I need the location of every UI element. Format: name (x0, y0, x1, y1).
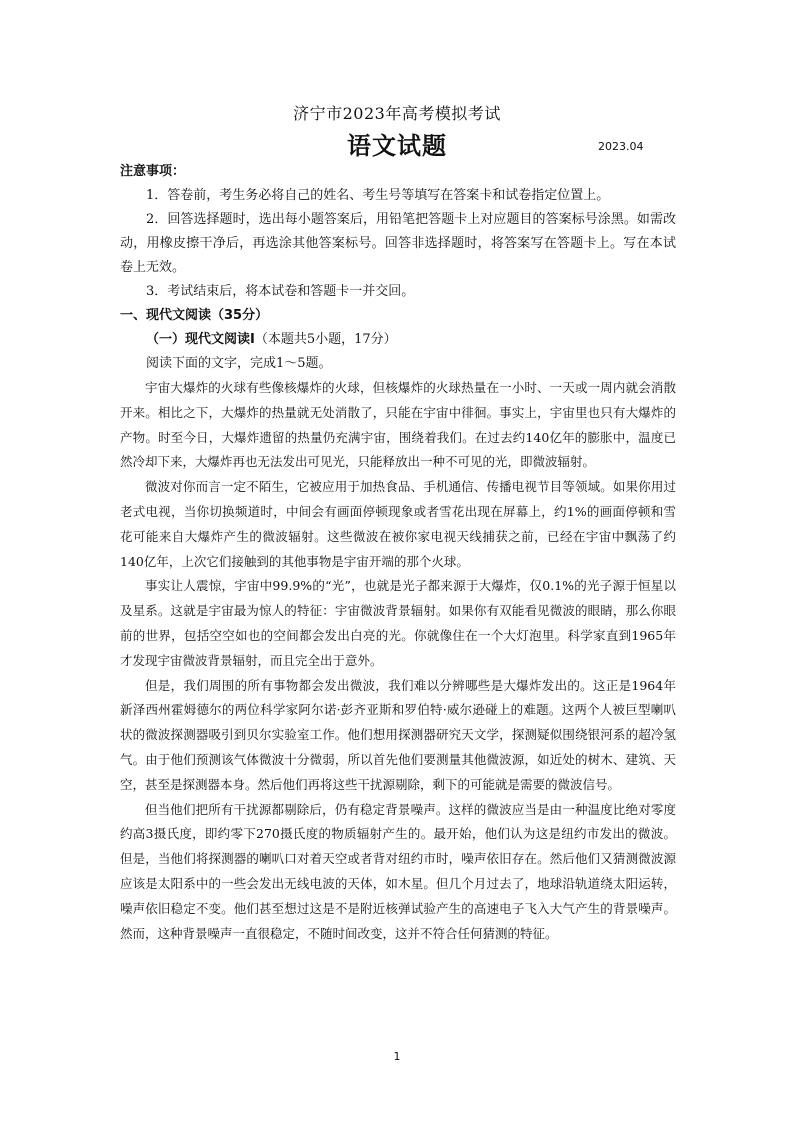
exam-content (120, 160, 676, 946)
passage-paragraph-5: 但当他们把所有干扰源都剔除后，仍有稳定背景噪声。这样的微波应当是由一种温度比绝对零度约高3摄氏度，即约零下270摄氏度的物质辐射产生的。最开始，他们认为这是纽约市发出的微波。但是，当他们将探测器的喇叭口对着天空或者背对纽约市时，噪声依旧存在。然后他们又猜测微波源应该是太阳系中的一些会发出无线电波的天体，如木星。但几个月过去了，地球沿轨道绕太阳运转，噪声依旧稳定不变。他们甚至想过这是不是附近核弹试验产生的高速电子飞入大气产生的背景噪声。然而，这种背景噪声一直很稳定，不随时间改变，这并不符合任何猜测的特征。 (120, 801, 676, 941)
subsection-note: （本题共5小题，17分） (254, 332, 397, 347)
notice-item-1: 1．答卷前，考生务必将自己的姓名、考生号等填写在答案卡和试卷指定位置上。 (146, 188, 610, 203)
passage-paragraph-4: 但是，我们周围的所有事物都会发出微波，我们难以分辨哪些是大爆炸发出的。这正是1964年新泽西州霍姆德尔的两位科学家阿尔诺·彭齐亚斯和罗伯特·威尔逊碰上的难题。这两个人被巨型喇叭状的微波探测器吸引到贝尔实验室工作。他们想用探测器研究天文学，探测疑似围绕银河系的超冷氢气。由于他们预测该气体微波十分微弱，所以首先他们要测量其他微波源，如近处的树木、建筑、天空，甚至是探测器本身。然后他们再将这些干扰源剔除，剩下的可能就是需要的微波信号。 (120, 677, 676, 792)
passage-paragraph-2: 微波对你而言一定不陌生，它被应用于加热食品、手机通信、传播电视节目等领域。如果你用过老式电视，当你切换频道时，中间会有画面停顿现象或者雪花出现在屏幕上，约1%的画面停顿和雪花可能来自大爆炸产生的微波辐射。这些微波在被你家电视天线捕获之前，已经在宇宙中飘荡了约140亿年，上次它们接触到的其他事物是宇宙开端的那个火球。 (120, 479, 676, 569)
exam-date: 2023.04 (598, 140, 644, 153)
notice-item-2: 2．回答选择题时，选出每小题答案后，用铅笔把答题卡上对应题目的答案标号涂黑。如需改动，用橡皮擦干净后，再选涂其他答案标号。回答非选择题时，将答案写在答题卡上。写在本试卷上无效。 (120, 212, 676, 275)
section-heading: 一、现代文阅读（35分） (120, 308, 269, 323)
passage-paragraph-1: 宇宙大爆炸的火球有些像核爆炸的火球，但核爆炸的火球热量在一小时、一天或一周内就会消散开来。相比之下，大爆炸的热量就无处消散了，只能在宇宙中徘徊。事实上，宇宙里也只有大爆炸的产物。时至今日，大爆炸遗留的热量仍充满宇宙，围绕着我们。在过去约140亿年的膨胀中，温度已然冷却下来，大爆炸再也无法发出可见光，只能释放出一种不可见的光，即微波辐射。 (120, 380, 676, 470)
exam-subtitle: 济宁市2023年高考模拟考试 (293, 104, 501, 123)
subsection-title: （一）现代文阅读Ⅰ (146, 332, 255, 347)
exam-title: 语文试题 (347, 131, 447, 160)
page-number: 1 (393, 1050, 401, 1063)
subsection-heading (120, 328, 676, 352)
reading-instruction: 阅读下面的文字，完成1～5题。 (146, 356, 332, 371)
notice-heading: 注意事项： (120, 164, 186, 179)
notice-item-3: 3．考试结束后，将本试卷和答题卡一并交回。 (146, 284, 415, 299)
passage-paragraph-3: 事实让人震惊，宇宙中99.9%的“光”，也就是光子都来源于大爆炸，仅0.1%的光子源于恒星以及星系。这就是宇宙最为惊人的特征：宇宙微波背景辐射。如果你有双能看见微波的眼睛，那么你眼前的世界，包括空空如也的空间都会发出白亮的光。你就像住在一个大灯泡里。科学家直到1965年才发现宇宙微波背景辐射，而且完全出于意外。 (120, 578, 676, 668)
